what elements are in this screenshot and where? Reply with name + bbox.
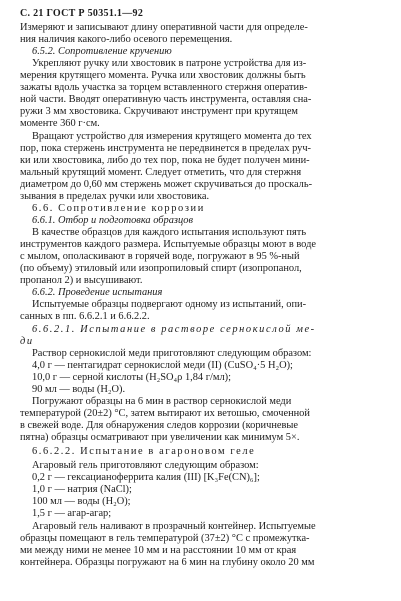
text-line: (по объему) этиловый или изопропиловый спирт (изопропанол,: [20, 263, 302, 274]
text-line: Вращают устройство для измерения крутящего момента до тех: [32, 131, 312, 142]
text-line: ми между ними не менее 10 мм и на расстоянии 10 мм от края: [20, 545, 297, 556]
text-line: Агаровый гель наливают в прозрачный контейнер. Испытуемые: [32, 521, 316, 532]
text-line: температурой (20±2) °С, затем вытирают их ветошью, смоченной: [20, 408, 310, 419]
text-line: Испытуемые образцы подвергают одному из испытаний, опи-: [32, 299, 307, 310]
text-line: 4,0 г — пентагидрат сернокислой меди (II) (CuSO₄·5 H₂O);: [32, 360, 293, 371]
text-line: мальный крутящий момент. Следует отметить, что для стержня: [20, 167, 302, 178]
text-line: Погружают образцы на 6 мин в раствор сернокислой меди: [32, 396, 292, 407]
text-line: санных в пп. 6.6.2.1 и 6.6.2.2.: [20, 311, 150, 322]
text-line: 1,5 г — агар-агар;: [32, 508, 112, 519]
text-line: инструментов каждого размера. Испытуемые образцы моют в воде: [20, 239, 316, 250]
text-line: Агаровый гель приготовляют следующим образом:: [32, 460, 259, 471]
section-heading: 6.6.2.2. Испытание в агароновом геле: [32, 446, 256, 457]
section-heading: 6.6.2. Проведение испытания: [32, 287, 163, 298]
text-line: ки или хвостовика, либо до тех пор, пока не будет получен мини-: [20, 155, 310, 166]
text-line: мерения крутящего момента. Ручка или хвостовик должны быть: [20, 70, 306, 81]
section-heading: 6.5.2. Сопротивление кручению: [32, 46, 172, 57]
text-line: диаметром до 0,60 мм стержень может скручиваться до проскаль-: [20, 179, 313, 190]
text-line: зажаты вдоль участка за торцем вставленного стержня оператив-: [20, 82, 308, 93]
text-line: ной части. Вводят оперативную часть инструмента, оставляя сна-: [20, 94, 312, 105]
text-line: 1,0 г — натрия (NaCl);: [32, 484, 132, 495]
text-line: контейнера. Образцы погружают на 6 мин на глубину около 20 мм: [20, 557, 315, 568]
text-line: 10,0 г — серной кислоты (H₂SO₄ρ 1,84 г/мл);: [32, 372, 231, 383]
text-line: ния наличия какого-либо осевого перемещения.: [20, 34, 233, 45]
text-line: пропанол 2) и высушивают.: [20, 275, 143, 286]
text-line: в свежей воде. Для обнаружения следов коррозии (коричневые: [20, 420, 298, 431]
section-heading: 6.6. Сопротивление коррозии: [32, 203, 205, 214]
text-line: 0,2 г — гексацианоферрита калия (III) [K₃Fe(CN)₆];: [32, 472, 260, 483]
text-line: с мылом, ополаскивают в горячей воде, погружают в 95 %-ный: [20, 251, 300, 262]
text-line: образцы помещают в гель температурой (37±2) °С с промежутка-: [20, 533, 310, 544]
text-line: Укрепляют ручку или хвостовик в патроне устройства для из-: [32, 58, 307, 69]
text-line: 90 мл — воды (H₂O).: [32, 384, 126, 395]
text-line: ружи 3 мм хвостовика. Скручивают инструмент при крутящем: [20, 106, 299, 117]
text-line: моменте 360 г·см.: [20, 118, 100, 129]
text-line: Измеряют и записывают длину оперативной части для определе-: [20, 22, 308, 33]
section-heading: 6.6.1. Отбор и подготовка образцов: [32, 215, 193, 226]
page-header: С. 21 ГОСТ Р 50351.1—92: [20, 8, 144, 19]
text-line: 100 мл — воды (H₂O);: [32, 496, 131, 507]
text-line: зывания в пределах ручки или хвостовика.: [20, 191, 210, 202]
text-line: пятна) образцы осматривают при увеличении как минимум 5×.: [20, 432, 300, 443]
section-heading: 6.6.2.1. Испытание в растворе сернокислой ме-: [32, 324, 316, 335]
section-heading: ди: [20, 336, 34, 347]
text-line: В качестве образцов для каждого испытания используют пять: [32, 227, 307, 238]
text-line: пор, пока стержень инструмента не передвинется в пределах руч-: [20, 143, 312, 154]
text-line: Раствор сернокислой меди приготовляют следующим образом:: [32, 348, 312, 359]
